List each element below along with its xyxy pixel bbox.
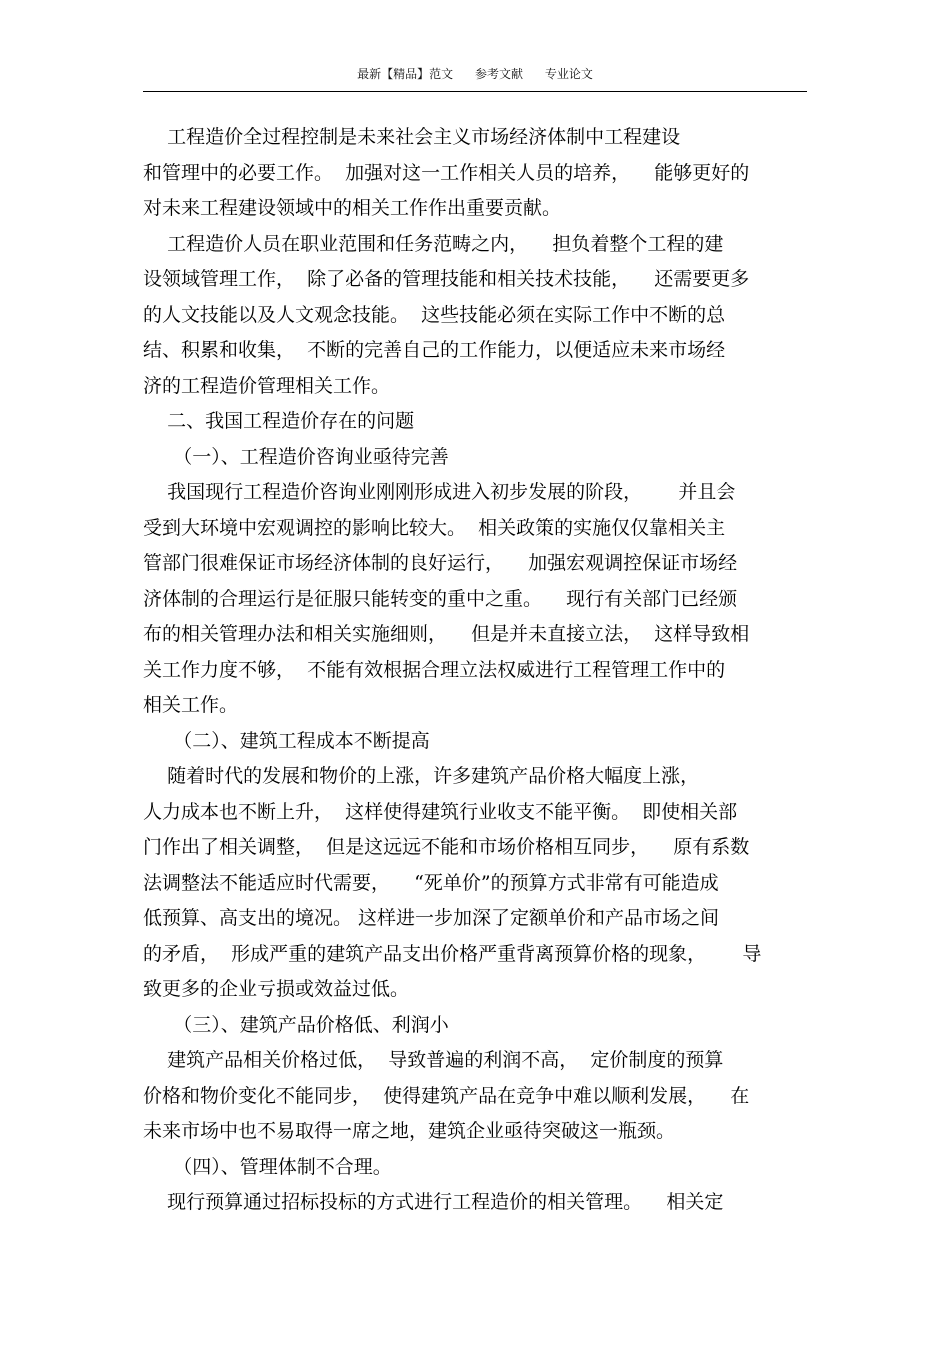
text-line: 价格和物价变化不能同步， 使得建筑产品在竞争中难以顺利发展， 在	[143, 1084, 750, 1107]
subsection-heading: （二）、建筑工程成本不断提高	[143, 729, 430, 752]
text-line: 济体制的合理运行是征服只能转变的重中之重。 现行有关部门已经颁	[143, 587, 738, 610]
text-line: 人力成本也不断上升， 这样使得建筑行业收支不能平衡。 即使相关部	[143, 800, 738, 823]
text-line: 关工作力度不够， 不能有效根据合理立法权威进行工程管理工作中的	[143, 658, 726, 681]
section-heading: 二、我国工程造价存在的问题	[143, 410, 415, 432]
text-line: 工程造价全过程控制是未来社会主义市场经济体制中工程建设	[143, 126, 681, 148]
header-item-references: 参考文献	[474, 67, 523, 81]
text-line: 布的相关管理办法和相关实施细则， 但是并未直接立法， 这样导致相	[143, 623, 750, 645]
subsection-heading: （四）、管理体制不合理。	[143, 1155, 392, 1178]
text-line: 致更多的企业亏损或效益过低。	[143, 978, 410, 1000]
text-line: 受到大环境中宏观调控的影响比较大。 相关政策的实施仅仅靠相关主	[143, 516, 726, 539]
text-line: 管部门很难保证市场经济体制的良好运行， 加强宏观调控保证市场经	[143, 552, 738, 574]
header-item-professional-papers: 专业论文	[544, 67, 593, 81]
subsection-heading: （三）、建筑产品价格低、利润小	[143, 1013, 449, 1036]
text-line: 建筑产品相关价格过低， 导致普遍的利润不高， 定价制度的预算	[143, 1049, 724, 1071]
text-line: 门作出了相关调整， 但是这远远不能和市场价格相互同步， 原有系数	[143, 836, 750, 858]
text-line: 未来市场中也不易取得一席之地，建筑企业亟待突破这一瓶颈。	[143, 1120, 676, 1142]
text-line: 现行预算通过招标投标的方式进行工程造价的相关管理。 相关定	[143, 1191, 724, 1213]
text-line: 我国现行工程造价咨询业刚刚形成进入初步发展的阶段， 并且会	[143, 481, 736, 503]
text-line: 相关工作。	[143, 694, 239, 716]
text-line: 低预算、高支出的境况。 这样进一步加深了定额单价和产品市场之间	[143, 907, 720, 929]
text-line: 济的工程造价管理相关工作。	[143, 374, 391, 397]
text-line: 设领域管理工作， 除了必备的管理技能和相关技术技能， 还需要更多	[143, 268, 750, 290]
header-item-latest-fanwen: 最新【精品】范文	[357, 67, 454, 81]
text-line: 法调整法不能适应时代需要， “死单价”的预算方式非常有可能造成	[143, 871, 719, 894]
text-line: 的人文技能以及人文观念技能。 这些技能必须在实际工作中不断的总	[143, 303, 726, 326]
header-divider	[143, 91, 807, 92]
text-line: 随着时代的发展和物价的上涨，许多建筑产品价格大幅度上涨，	[143, 765, 700, 787]
text-line: 对未来工程建设领域中的相关工作作出重要贡献。	[143, 197, 562, 219]
text-line: 的矛盾， 形成严重的建筑产品支出价格严重背离预算价格的现象， 导	[143, 942, 762, 965]
subsection-heading: （一）、工程造价咨询业亟待完善	[143, 445, 449, 468]
text-line: 结、积累和收集， 不断的完善自己的工作能力，以便适应未来市场经	[143, 339, 726, 361]
text-line: 和管理中的必要工作。 加强对这一工作相关人员的培养， 能够更好的	[143, 161, 750, 184]
document-body	[143, 120, 807, 1221]
text-line: 工程造价人员在职业范围和任务范畴之内， 担负着整个工程的建	[143, 232, 724, 255]
page-header	[143, 64, 807, 92]
